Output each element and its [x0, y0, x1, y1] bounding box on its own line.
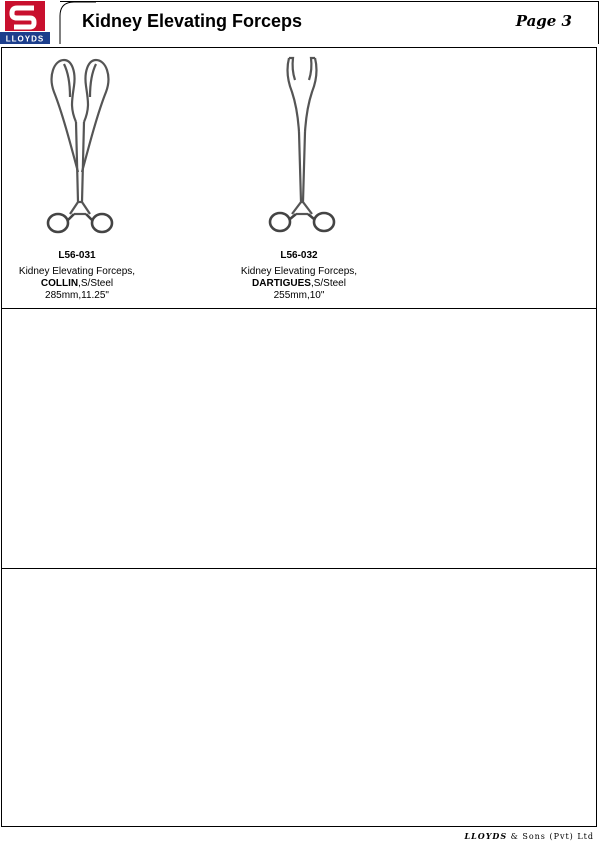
product-name: DARTIGUES: [252, 278, 311, 289]
collin-forceps-image: [40, 52, 120, 242]
footer-company: [464, 831, 594, 841]
product-description: Kidney Elevating Forceps,: [18, 266, 136, 277]
product-l56-032: [214, 250, 384, 302]
footer-brand: LLOYDS: [464, 831, 508, 841]
product-name-line: [214, 278, 384, 290]
product-size: 255mm,10": [273, 290, 325, 301]
product-material: ,S/Steel: [310, 278, 346, 289]
product-material: ,S/Steel: [78, 278, 114, 289]
product-name: COLLIN: [40, 278, 79, 289]
page-number: Page 3: [515, 12, 572, 30]
product-code: L56-032: [280, 250, 318, 261]
dartigues-forceps-image: [262, 52, 342, 242]
page-title: Kidney Elevating Forceps: [82, 11, 303, 31]
section-divider: [2, 308, 596, 309]
product-name-line: [0, 278, 162, 290]
logo-text: LLOYDS: [5, 34, 45, 44]
section-divider: [2, 568, 596, 569]
product-code: L56-031: [58, 250, 96, 261]
product-l56-031: [0, 250, 162, 302]
lloyds-logo: [0, 0, 50, 44]
product-description: Kidney Elevating Forceps,: [240, 266, 358, 277]
footer-company-rest: & Sons (Pvt) Ltd: [507, 832, 594, 841]
product-size: 285mm,11.25": [45, 290, 109, 301]
